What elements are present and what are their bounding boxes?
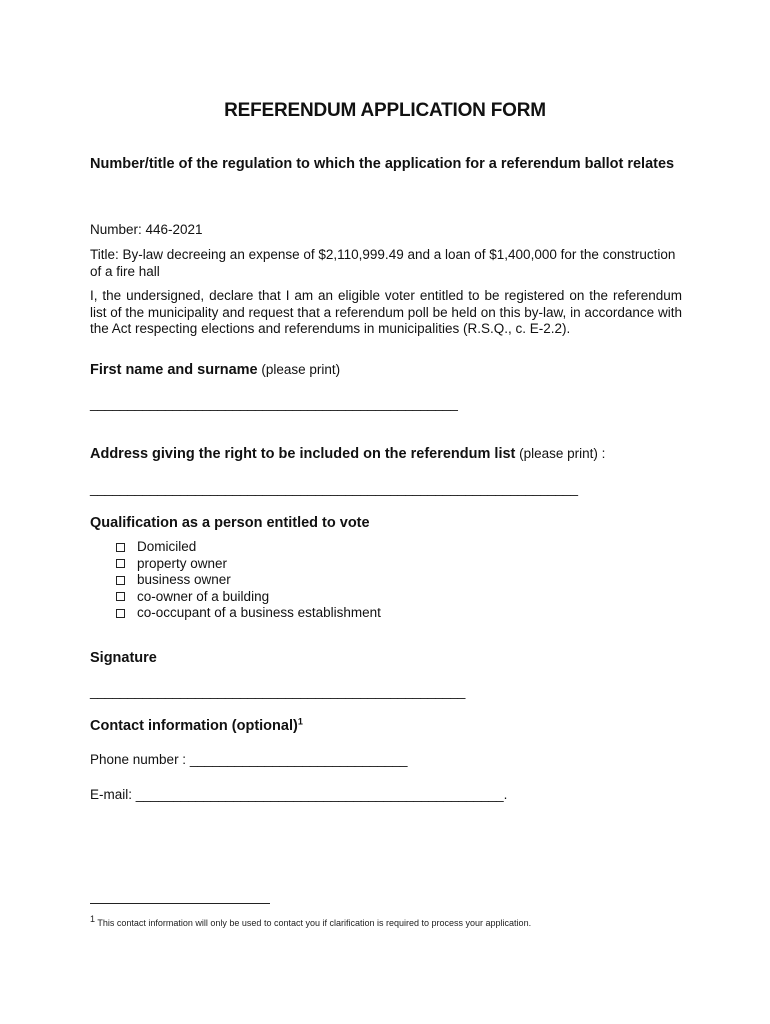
address-note: (please print) : — [519, 446, 606, 461]
phone-field[interactable]: _____________________________ — [189, 752, 408, 767]
regulation-number: Number: 446-2021 — [90, 222, 203, 237]
address-heading-line — [90, 446, 605, 462]
option-co-occupant[interactable] — [116, 605, 381, 622]
contact-heading-line — [90, 718, 303, 734]
signature-heading: Signature — [90, 650, 157, 666]
checkbox-icon[interactable] — [116, 576, 125, 585]
option-business-owner[interactable] — [116, 572, 381, 589]
phone-label: Phone number : — [90, 752, 187, 767]
checkbox-icon[interactable] — [116, 559, 125, 568]
footnote-reference: 1 — [297, 716, 303, 727]
name-heading: First name and surname — [90, 362, 258, 378]
option-label: business owner — [137, 572, 231, 587]
qualification-heading: Qualification as a person entitled to vote — [90, 515, 370, 531]
email-label: E-mail: — [90, 787, 133, 802]
email-line — [90, 787, 507, 802]
address-field[interactable]: _________________________________________________________________ — [90, 481, 579, 496]
footnote-divider — [90, 903, 270, 904]
declaration-text: I, the undersigned, declare that I am an eligible voter entitled to be registered on the referendum list of the municipality and request that a referendum poll be held on this by-law, in accordance with the Act respecting elections and referendums in municipalities (R.S.Q., c. E-2.2). — [90, 288, 682, 336]
email-field[interactable]: _________________________________________________. — [135, 787, 508, 802]
qualification-options — [116, 539, 381, 622]
option-label: co-occupant of a business establishment — [137, 605, 381, 620]
footnote-mark: 1 — [90, 914, 96, 924]
name-note: (please print) — [261, 362, 341, 377]
option-co-owner[interactable] — [116, 589, 381, 606]
regulation-heading: Number/title of the regulation to which the application for a referendum ballot relates — [90, 156, 675, 172]
footnote — [90, 914, 532, 928]
option-property-owner[interactable] — [116, 556, 381, 573]
option-label: co-owner of a building — [137, 588, 270, 604]
checkbox-icon[interactable] — [116, 543, 125, 552]
regulation-title: Title: By-law decreeing an expense of $2,110,999.49 and a loan of $1,400,000 for the construction of a fire hall — [90, 247, 676, 279]
option-label: Domiciled — [137, 539, 197, 554]
name-field[interactable]: _________________________________________________ — [90, 396, 458, 411]
option-domiciled[interactable] — [116, 539, 381, 556]
address-heading: Address giving the right to be included on the referendum list — [90, 446, 516, 462]
checkbox-icon[interactable] — [116, 592, 125, 601]
footnote-text: This contact information will only be used to contact you if clarification is required to process your application. — [97, 918, 532, 928]
signature-field[interactable]: __________________________________________________ — [90, 684, 466, 699]
option-label: property owner — [137, 555, 228, 571]
checkbox-icon[interactable] — [116, 609, 125, 618]
phone-line — [90, 752, 408, 767]
name-heading-line — [90, 362, 340, 378]
page-title: REFERENDUM APPLICATION FORM — [224, 100, 546, 121]
contact-heading: Contact information (optional) — [90, 718, 298, 734]
